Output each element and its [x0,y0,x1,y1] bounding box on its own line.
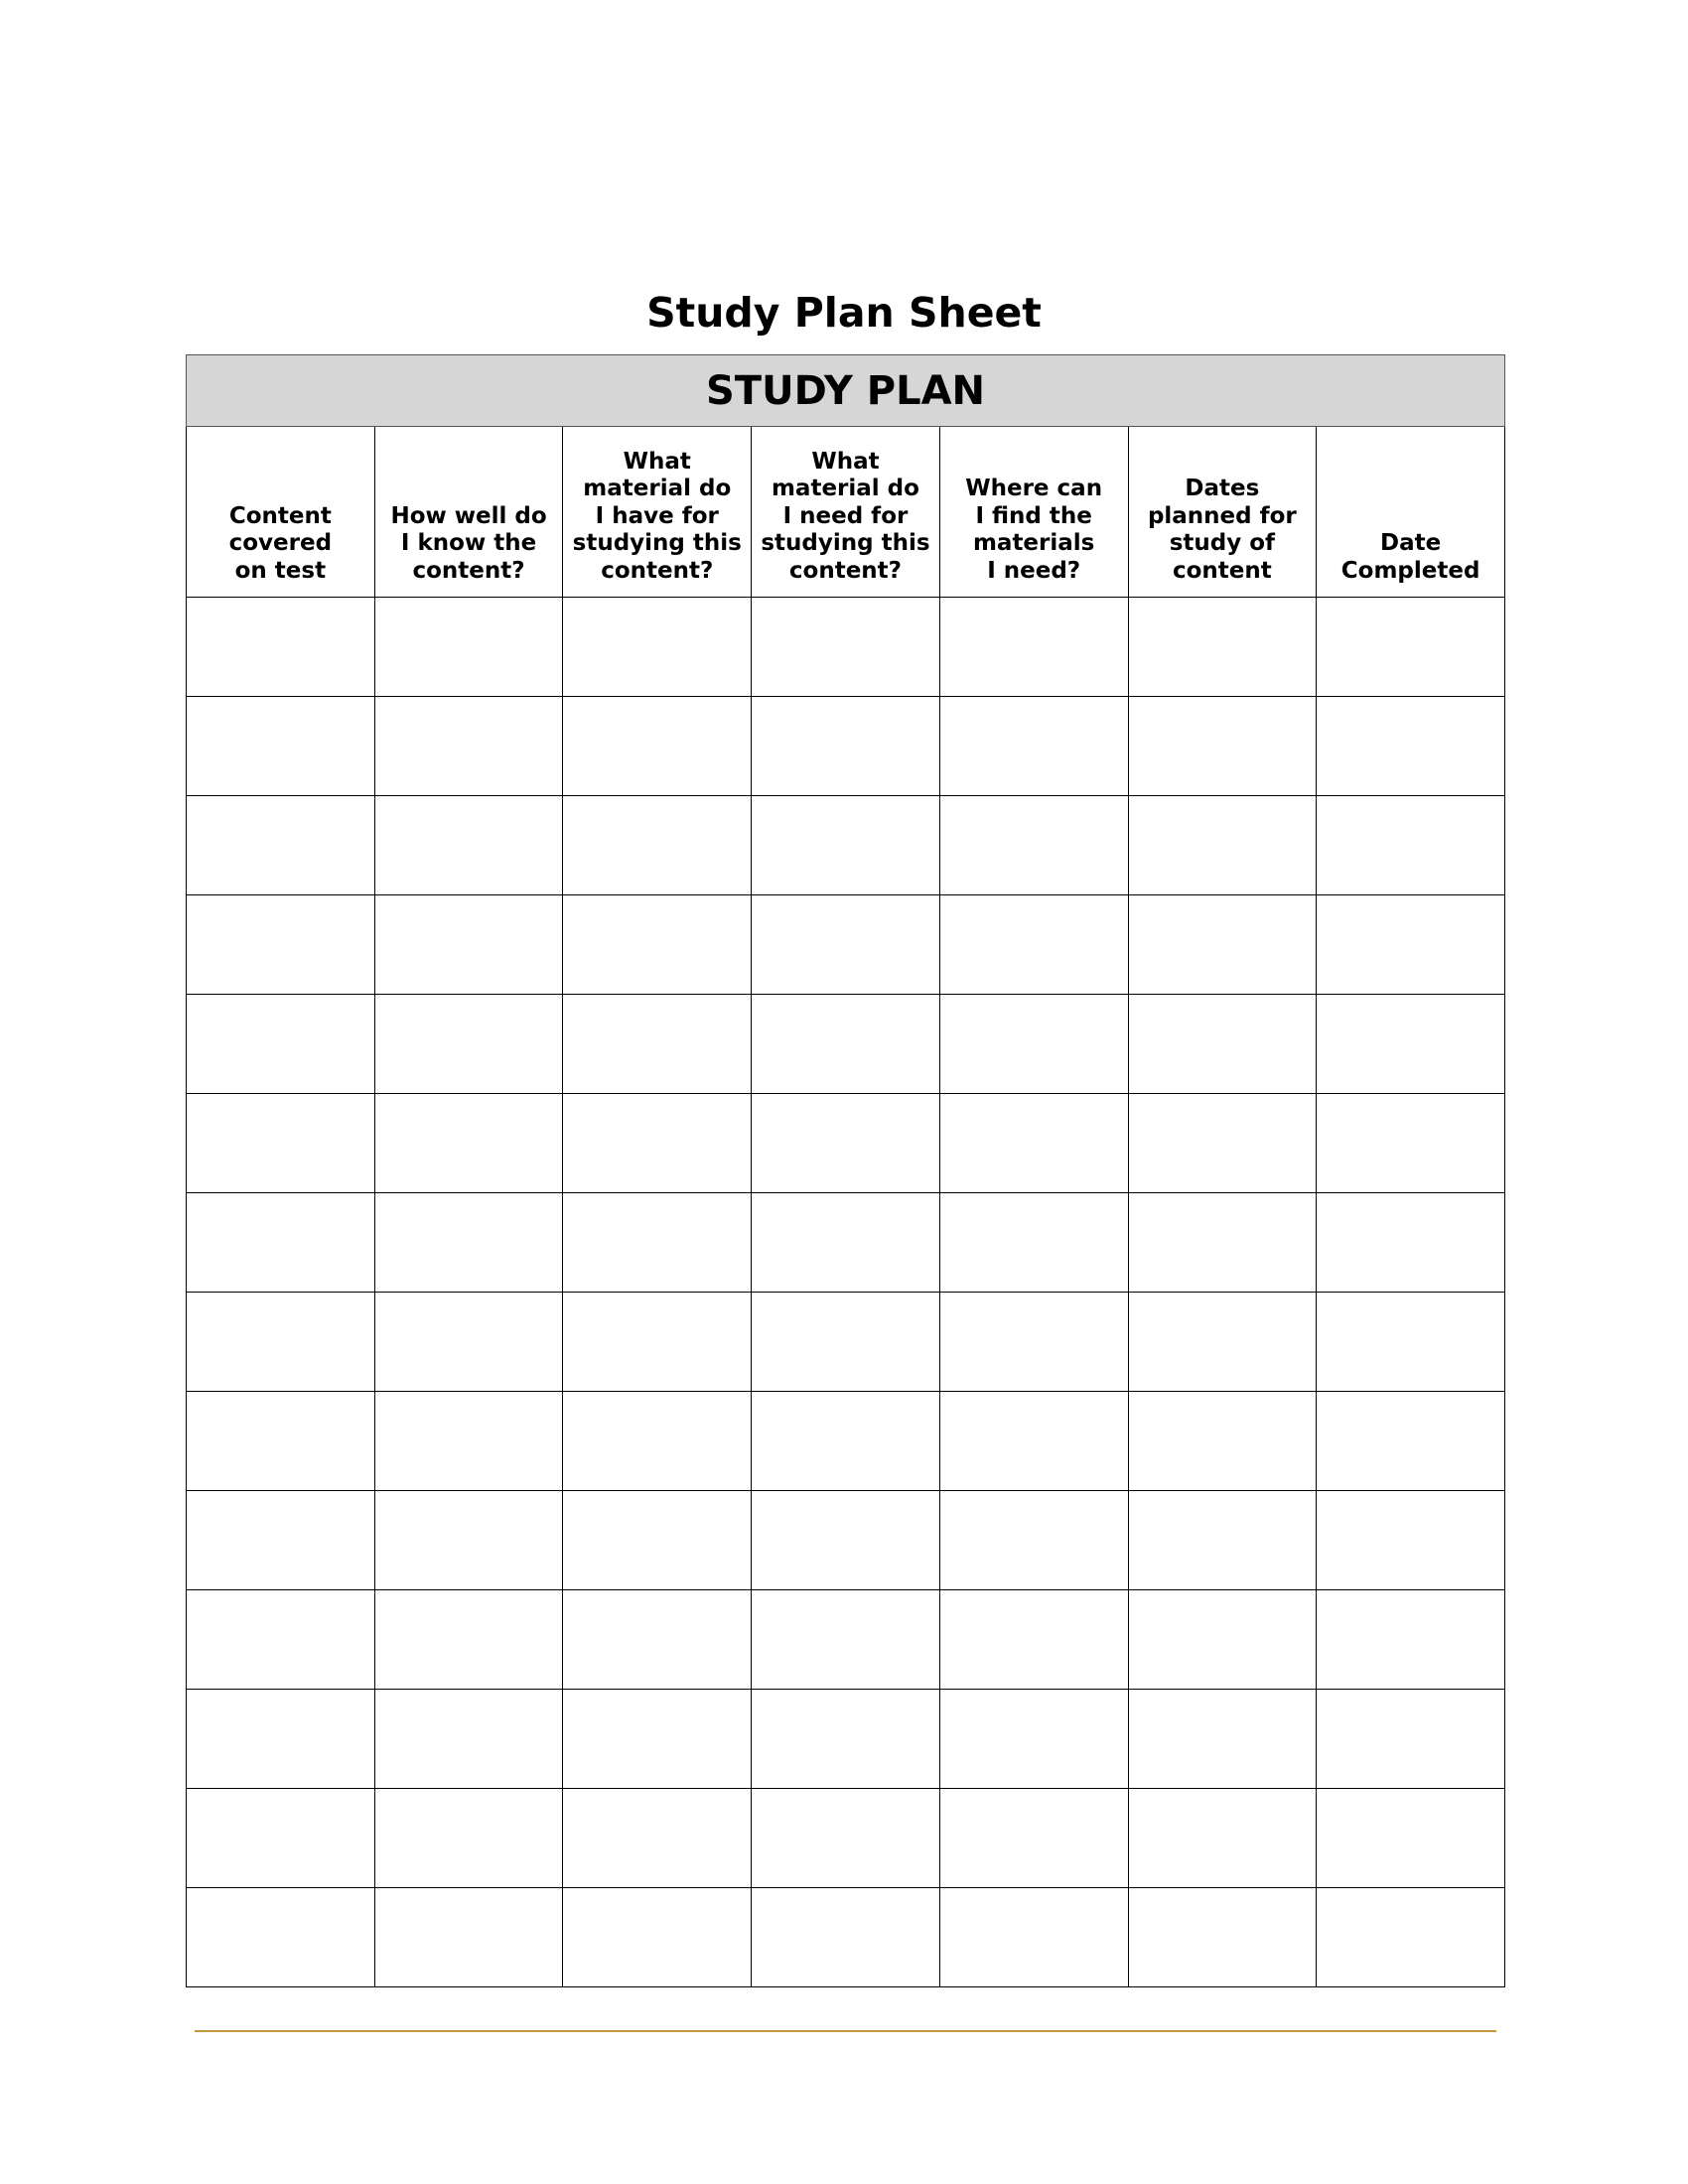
table-cell[interactable] [752,1590,940,1690]
table-cell[interactable] [563,697,752,796]
table-row [187,796,1505,895]
table-cell[interactable] [1128,1888,1317,1987]
table-cell[interactable] [1128,796,1317,895]
table-cell[interactable] [1128,1491,1317,1590]
table-cell[interactable] [939,1193,1128,1293]
table-cell[interactable] [563,1193,752,1293]
column-header: Content covered on test [187,427,375,598]
table-cell[interactable] [374,598,563,697]
table-cell[interactable] [939,796,1128,895]
table-cell[interactable] [1317,796,1505,895]
table-row [187,1690,1505,1789]
table-cell[interactable] [939,1789,1128,1888]
table-cell[interactable] [939,598,1128,697]
table-cell[interactable] [374,1690,563,1789]
table-cell[interactable] [187,1094,375,1193]
table-row [187,1789,1505,1888]
column-header-row [187,427,1505,598]
page-title: Study Plan Sheet [646,289,1042,337]
table-cell[interactable] [752,1392,940,1491]
table-cell[interactable] [939,697,1128,796]
table-cell[interactable] [752,598,940,697]
table-cell[interactable] [939,1392,1128,1491]
column-header: Where can I find the materials I need? [939,427,1128,598]
table-row [187,1193,1505,1293]
table-cell[interactable] [563,995,752,1094]
table-cell[interactable] [563,1789,752,1888]
table-cell[interactable] [187,1392,375,1491]
table-cell[interactable] [1128,1293,1317,1392]
table-cell[interactable] [374,697,563,796]
table-cell[interactable] [187,995,375,1094]
table-cell[interactable] [752,995,940,1094]
table-cell[interactable] [374,1888,563,1987]
table-cell[interactable] [752,1491,940,1590]
table-cell[interactable] [374,1193,563,1293]
table-cell[interactable] [939,1094,1128,1193]
table-cell[interactable] [374,1094,563,1193]
table-cell[interactable] [563,796,752,895]
table-cell[interactable] [752,1193,940,1293]
table-cell[interactable] [374,1789,563,1888]
table-cell[interactable] [1128,1094,1317,1193]
table-cell[interactable] [187,697,375,796]
table-cell[interactable] [1317,1789,1505,1888]
table-cell[interactable] [1317,1293,1505,1392]
footer-rule [195,2030,1496,2032]
table-cell[interactable] [1317,1491,1505,1590]
table-cell[interactable] [1128,995,1317,1094]
table-cell[interactable] [187,598,375,697]
table-cell[interactable] [563,1094,752,1193]
table-cell[interactable] [563,1590,752,1690]
table-cell[interactable] [1128,598,1317,697]
table-row [187,1293,1505,1392]
table-cell[interactable] [374,995,563,1094]
table-cell[interactable] [563,1392,752,1491]
table-cell[interactable] [752,1690,940,1789]
table-row [187,995,1505,1094]
table-cell[interactable] [187,1193,375,1293]
table-row [187,1094,1505,1193]
table-cell[interactable] [187,1293,375,1392]
table-row [187,1491,1505,1590]
table-cell[interactable] [1128,697,1317,796]
table-cell[interactable] [1128,1392,1317,1491]
table-cell[interactable] [752,1888,940,1987]
table-cell[interactable] [374,796,563,895]
table-cell[interactable] [374,1293,563,1392]
table-cell[interactable] [1317,1094,1505,1193]
table-cell[interactable] [187,1690,375,1789]
table-cell[interactable] [752,1094,940,1193]
column-header: Dates planned for study of content [1128,427,1317,598]
table-row [187,1590,1505,1690]
table-cell[interactable] [187,895,375,995]
table-cell[interactable] [1317,1888,1505,1987]
table-cell[interactable] [563,1888,752,1987]
column-header: Date Completed [1317,427,1505,598]
table-cell[interactable] [187,1789,375,1888]
table-cell[interactable] [563,1293,752,1392]
table-cell[interactable] [939,895,1128,995]
table-cell[interactable] [187,1590,375,1690]
table-cell[interactable] [563,598,752,697]
table-banner: STUDY PLAN [187,355,1505,427]
table-cell[interactable] [563,895,752,995]
table-cell[interactable] [939,995,1128,1094]
table-cell[interactable] [374,1392,563,1491]
table-cell[interactable] [1317,1690,1505,1789]
table-cell[interactable] [1317,895,1505,995]
table-cell[interactable] [187,1491,375,1590]
table-row [187,1888,1505,1987]
table-row [187,895,1505,995]
table-cell[interactable] [374,1491,563,1590]
table-cell[interactable] [1128,895,1317,995]
column-header: What material do I have for studying this content? [563,427,752,598]
table-cell[interactable] [1317,1193,1505,1293]
table-banner-row [187,355,1505,427]
table-cell[interactable] [1128,1193,1317,1293]
table-cell[interactable] [187,796,375,895]
table-cell[interactable] [752,796,940,895]
table-cell[interactable] [187,1888,375,1987]
table-cell[interactable] [1128,1590,1317,1690]
table-cell[interactable] [563,1491,752,1590]
table-cell[interactable] [1317,598,1505,697]
table-row [187,1392,1505,1491]
table-row [187,697,1505,796]
study-plan-table [186,354,1505,1987]
table-cell[interactable] [939,1293,1128,1392]
table-cell[interactable] [1128,1789,1317,1888]
table-cell[interactable] [1317,995,1505,1094]
table-cell[interactable] [752,1293,940,1392]
table-cell[interactable] [939,1690,1128,1789]
table-cell[interactable] [374,895,563,995]
table-cell[interactable] [1317,697,1505,796]
column-header: How well do I know the content? [374,427,563,598]
table-cell[interactable] [1317,1590,1505,1690]
table-cell[interactable] [939,1888,1128,1987]
table-cell[interactable] [1128,1690,1317,1789]
table-cell[interactable] [939,1590,1128,1690]
table-cell[interactable] [752,1789,940,1888]
table-cell[interactable] [563,1690,752,1789]
table-body [187,598,1505,1987]
table-cell[interactable] [939,1491,1128,1590]
table-cell[interactable] [752,895,940,995]
table-cell[interactable] [1317,1392,1505,1491]
table-row [187,598,1505,697]
column-header: What material do I need for studying this content? [752,427,940,598]
table-cell[interactable] [374,1590,563,1690]
table-cell[interactable] [752,697,940,796]
